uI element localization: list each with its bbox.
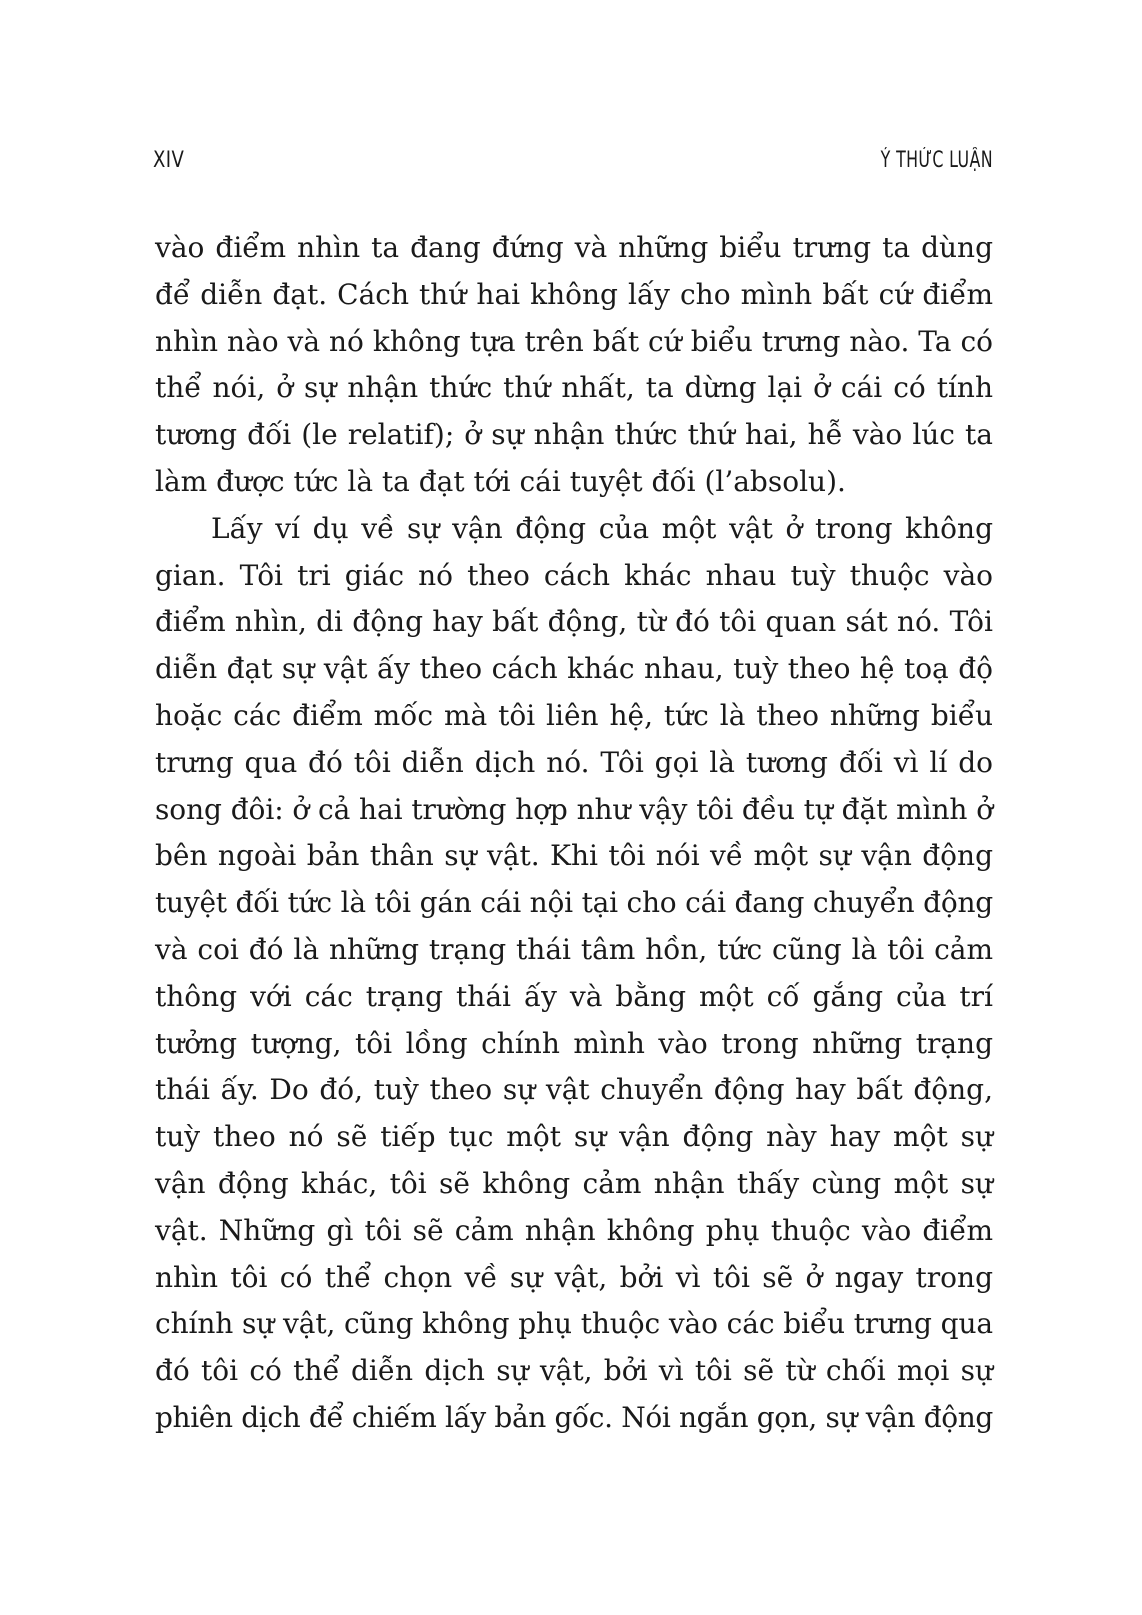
text-line: Lấy ví dụ về sự vận động của một vật ở trong không: [211, 511, 993, 545]
text-line: song đôi: ở cả hai trường hợp như vậy tôi đều tự đặt mình ở: [155, 792, 993, 826]
text-line: diễn đạt sự vật ấy theo cách khác nhau, tuỳ theo hệ toạ độ: [155, 652, 993, 686]
text-line: thông với các trạng thái ấy và bằng một cố gắng của trí: [155, 979, 993, 1013]
page-number: XIV: [153, 148, 185, 173]
text-line: điểm nhìn, di động hay bất động, từ đó tôi quan sát nó. Tôi: [155, 605, 993, 639]
text-line: làm được tức là ta đạt tới cái tuyệt đối (l’absolu).: [155, 464, 846, 498]
text-line: tuỳ theo nó sẽ tiếp tục một sự vận động này hay một sự: [155, 1120, 993, 1154]
text-line: nhìn nào và nó không tựa trên bất cứ biểu trưng nào. Ta có: [155, 324, 993, 358]
text-line: bên ngoài bản thân sự vật. Khi tôi nói về một sự vận động: [155, 839, 993, 873]
text-line: tuyệt đối tức là tôi gán cái nội tại cho cái đang chuyển động: [155, 886, 993, 920]
text-line: nhìn tôi có thể chọn về sự vật, bởi vì tôi sẽ ở ngay trong: [155, 1260, 993, 1294]
text-line: thể nói, ở sự nhận thức thứ nhất, ta dừng lại ở cái có tính: [155, 371, 993, 405]
text-line: vào điểm nhìn ta đang đứng và những biểu trưng ta dùng: [155, 231, 993, 264]
text-line: đó tôi có thể diễn dịch sự vật, bởi vì tôi sẽ từ chối mọi sự: [155, 1354, 993, 1388]
text-line: chính sự vật, cũng không phụ thuộc vào các biểu trưng qua: [155, 1307, 993, 1341]
text-line: thái ấy. Do đó, tuỳ theo sự vật chuyển động hay bất động,: [155, 1073, 993, 1107]
text-line: phiên dịch để chiếm lấy bản gốc. Nói ngắn gọn, sự vận động: [155, 1400, 993, 1434]
paragraph-2: [155, 506, 993, 1442]
book-title: Ý THỨC LUẬN: [880, 148, 993, 173]
running-header: [153, 148, 993, 182]
text-line: và coi đó là những trạng thái tâm hồn, tức cũng là tôi cảm: [155, 932, 993, 966]
text-line: để diễn đạt. Cách thứ hai không lấy cho mình bất cứ điểm: [155, 277, 993, 311]
paragraph-1: [155, 225, 993, 506]
text-line: hoặc các điểm mốc mà tôi liên hệ, tức là theo những biểu: [155, 698, 993, 732]
text-line: vận động khác, tôi sẽ không cảm nhận thấy cùng một sự: [155, 1166, 993, 1200]
text-line: tưởng tượng, tôi lồng chính mình vào trong những trạng: [155, 1026, 993, 1060]
body-text: [155, 225, 993, 1442]
text-line: vật. Những gì tôi sẽ cảm nhận không phụ thuộc vào điểm: [155, 1213, 993, 1247]
text-line: gian. Tôi tri giác nó theo cách khác nhau tuỳ thuộc vào: [155, 558, 993, 592]
text-line: trưng qua đó tôi diễn dịch nó. Tôi gọi là tương đối vì lí do: [155, 745, 993, 779]
text-line: tương đối (le relatif); ở sự nhận thức thứ hai, hễ vào lúc ta: [155, 418, 993, 452]
